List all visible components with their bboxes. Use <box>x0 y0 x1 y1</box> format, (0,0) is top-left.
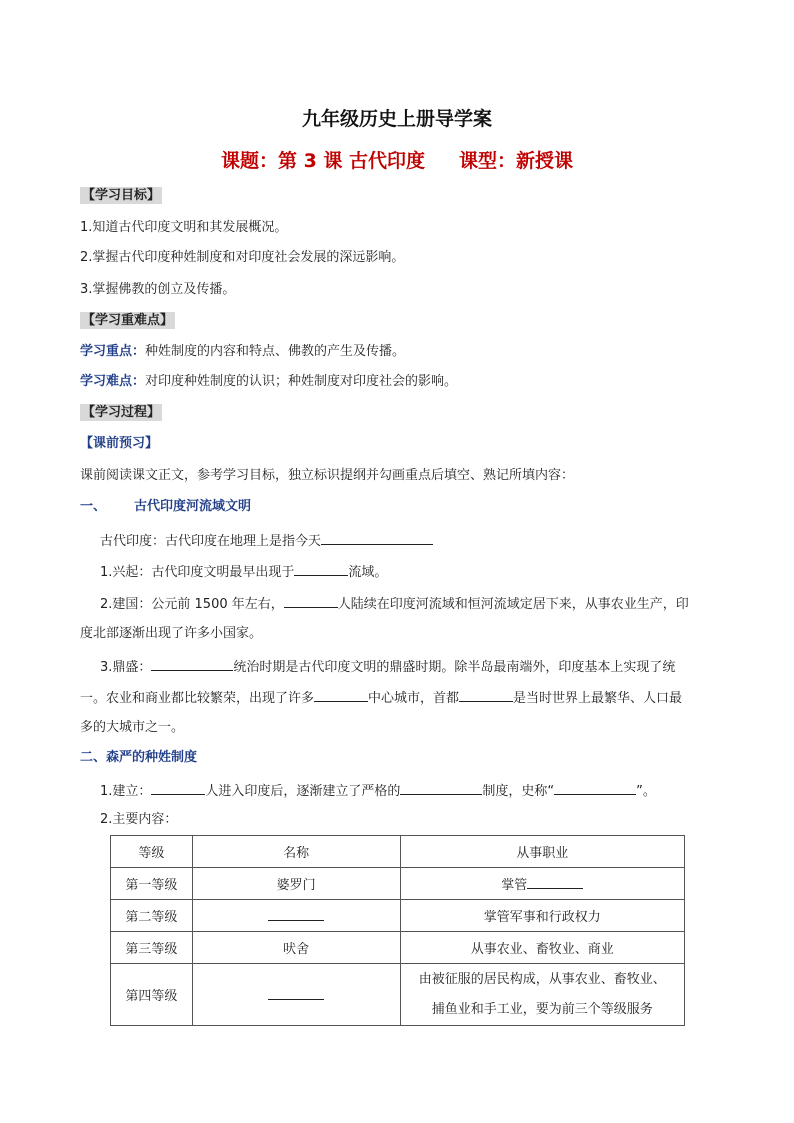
table-row <box>111 900 685 932</box>
preview-heading: 【课前预习】 <box>80 436 159 451</box>
blank-fill[interactable] <box>321 530 433 545</box>
main-content-label: 2.主要内容： <box>100 812 178 827</box>
hard-point <box>80 372 457 392</box>
name-cell: 吠舍 <box>192 932 400 964</box>
rise-line: 1.兴起：古代印度文明最早出现于 流域。 <box>100 561 387 583</box>
section1-heading <box>80 497 251 517</box>
caste-table <box>110 835 685 1026</box>
key-point-text: 种姓制度的内容和特点、佛教的产生及传播。 <box>145 344 406 359</box>
header-job: 从事职业 <box>400 836 685 868</box>
blank-fill[interactable] <box>284 593 338 608</box>
process-heading: 【学习过程】 <box>82 405 161 420</box>
name-cell: 婆罗门 <box>192 868 400 900</box>
key-point <box>80 342 405 362</box>
page-title: 九年级历史上册导学案 <box>301 108 492 130</box>
job-cell: 由被征服的居民构成，从事农业、畜牧业、 捕鱼业和手工业，要为前三个等级服务 <box>400 964 685 1026</box>
blank-fill[interactable] <box>527 874 583 889</box>
job-cell: 掌管军事和行政权力 <box>400 900 685 932</box>
key-point-label: 学习重点： <box>80 344 146 359</box>
peak-line-2: 一。农业和商业都比较繁荣，出现了许多 中心城市，首都 是当时世界上最繁华、人口最 <box>80 687 682 709</box>
level-cell: 第一等级 <box>111 868 193 900</box>
section1-number: 一、 <box>80 499 107 514</box>
blank-fill[interactable] <box>294 561 348 576</box>
blank-fill[interactable] <box>268 985 324 1000</box>
job-cell: 从事农业、畜牧业、商业 <box>400 932 685 964</box>
job-cell: 掌管 <box>400 868 685 900</box>
hard-point-label: 学习难点： <box>80 374 146 389</box>
goal-item-3: 3.掌握佛教的创立及传播。 <box>80 282 236 297</box>
table-row <box>111 932 685 964</box>
blank-fill[interactable] <box>554 780 636 795</box>
lesson-subtitle <box>0 146 794 173</box>
level-cell: 第三等级 <box>111 932 193 964</box>
peak-line: 3.鼎盛： 统治时期是古代印度文明的鼎盛时期。除半岛最南端外，印度基本上实现了统 <box>100 656 675 678</box>
focus-heading: 【学习重难点】 <box>82 313 174 328</box>
level-cell: 第二等级 <box>111 900 193 932</box>
table-header-row <box>111 836 685 868</box>
goal-item-1: 1.知道古代印度文明和其发展概况。 <box>80 220 288 235</box>
peak-line-3: 多的大城市之一。 <box>80 720 185 735</box>
section1-title: 古代印度河流域文明 <box>134 499 252 514</box>
goal-item-2: 2.掌握古代印度种姓制度和对印度社会发展的深远影响。 <box>80 250 405 265</box>
blank-fill[interactable] <box>314 687 368 702</box>
header-level: 等级 <box>111 836 193 868</box>
blank-fill[interactable] <box>151 780 205 795</box>
goals-heading: 【学习目标】 <box>82 188 161 203</box>
blank-fill[interactable] <box>268 906 324 921</box>
lesson-type: 课型：新授课 <box>459 150 574 172</box>
blank-fill[interactable] <box>151 656 233 671</box>
hard-point-text: 对印度种姓制度的认识；种姓制度对印度社会的影响。 <box>145 374 458 389</box>
section2-heading: 二、森严的种姓制度 <box>80 750 198 765</box>
table-row <box>111 868 685 900</box>
name-cell <box>192 900 400 932</box>
blank-fill[interactable] <box>459 687 513 702</box>
lesson-title: 课题：第 3 课 古代印度 <box>220 150 426 172</box>
ancient-india-line: 古代印度：古代印度在地理上是指今天 <box>100 530 433 552</box>
header-name: 名称 <box>192 836 400 868</box>
name-cell <box>192 964 400 1026</box>
table-row <box>111 964 685 1026</box>
level-cell: 第四等级 <box>111 964 193 1026</box>
blank-fill[interactable] <box>400 780 482 795</box>
preview-intro: 课前阅读课文正文，参考学习目标，独立标识提纲并勾画重点后填空、熟记所填内容： <box>80 468 575 483</box>
establish-line: 1.建立： 人进入印度后，逐渐建立了严格的 制度，史称“ ”。 <box>100 780 656 802</box>
founding-line: 2.建国：公元前 1500 年左右， 人陆续在印度河流域和恒河流域定居下来，从事农业生产，印 <box>100 593 689 615</box>
founding-line-cont: 度北部逐渐出现了许多小国家。 <box>80 626 263 641</box>
